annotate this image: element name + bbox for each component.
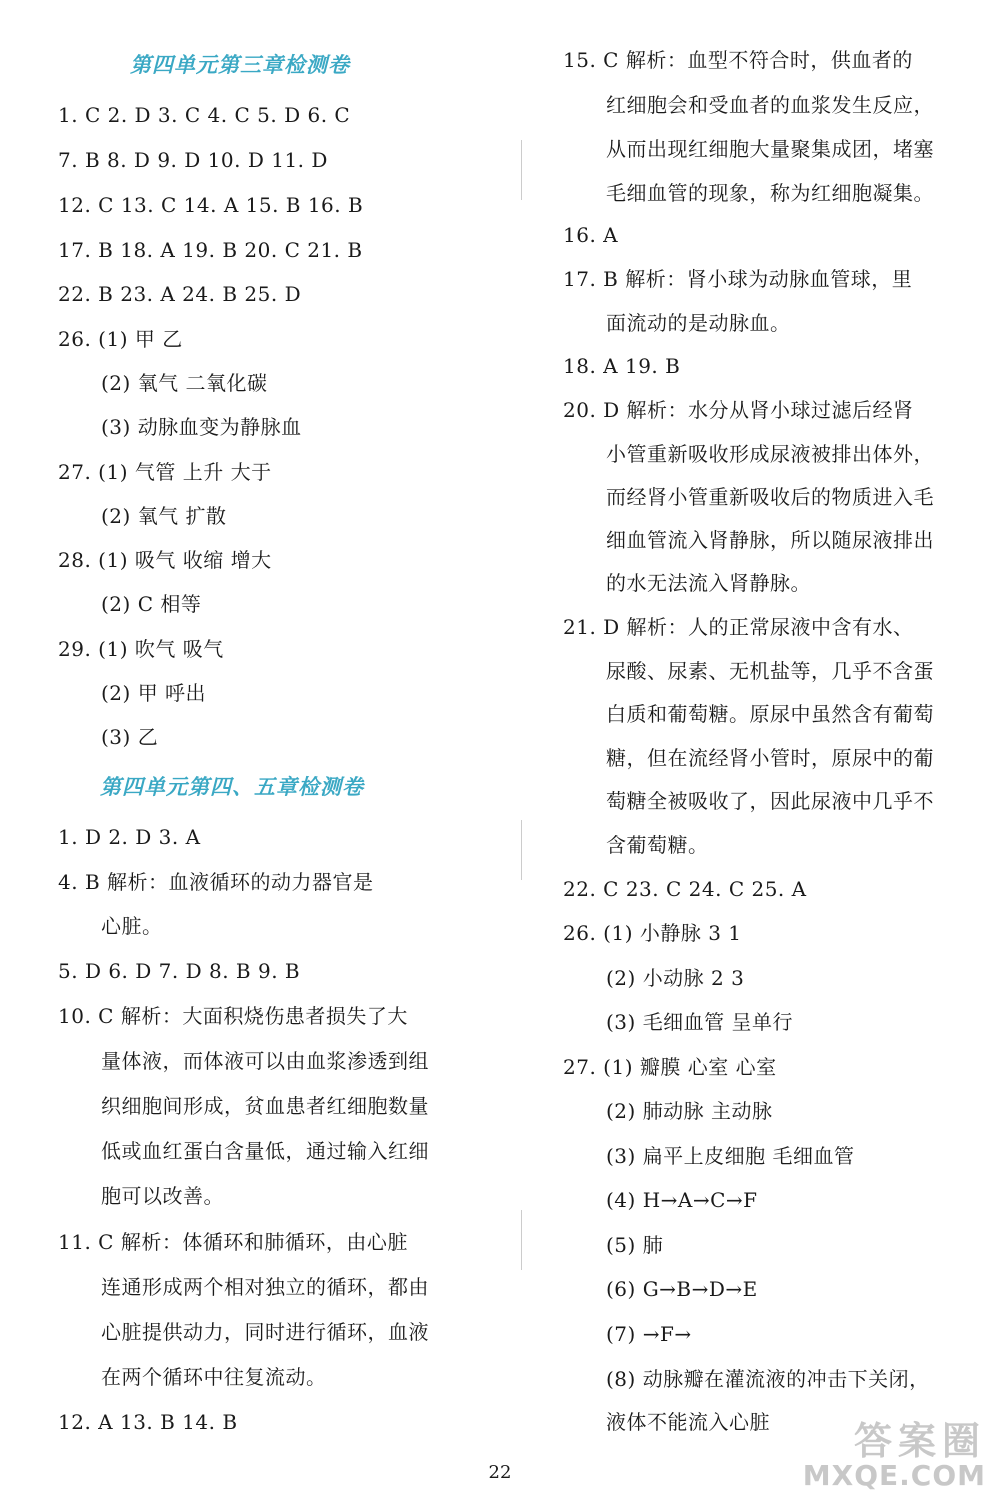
answer-line: 1. C 2. D 3. C 4. C 5. D 6. C xyxy=(58,103,351,127)
answer-line: 红细胞会和受血者的血浆发生反应， xyxy=(606,93,934,117)
answer-line: 27. (1) 瓣膜 心室 心室 xyxy=(563,1055,777,1079)
answer-line: 17. B 解析：肾小球为动脉血管球，里 xyxy=(563,267,913,291)
answer-line: 而经肾小管重新吸收后的物质进入毛 xyxy=(606,485,934,509)
answer-line: 心脏提供动力，同时进行循环，血液 xyxy=(101,1320,429,1344)
answer-line: 12. A 13. B 14. B xyxy=(58,1410,238,1434)
answer-line: 低或血红蛋白含量低，通过输入红细 xyxy=(101,1139,429,1163)
answer-line: 22. C 23. C 24. C 25. A xyxy=(563,877,807,901)
answer-line: 萄糖全被吸收了，因此尿液中几乎不 xyxy=(606,789,934,813)
answer-line: (4) H→A→C→F xyxy=(606,1188,758,1212)
section-heading-chapter4-5: 第四单元第四、五章检测卷 xyxy=(100,774,364,799)
answer-line: 含葡萄糖。 xyxy=(606,833,709,857)
answer-line: 连通形成两个相对独立的循环，都由 xyxy=(101,1275,429,1299)
answer-line: 毛细血管的现象，称为红细胞凝集。 xyxy=(606,181,934,205)
answer-line: 26. (1) 甲 乙 xyxy=(58,327,183,351)
answer-line: (3) 扁平上皮细胞 毛细血管 xyxy=(606,1144,855,1168)
page-number: 22 xyxy=(488,1462,512,1483)
answer-line: 10. C 解析：大面积烧伤患者损失了大 xyxy=(58,1004,408,1028)
answer-line: 28. (1) 吸气 收缩 增大 xyxy=(58,548,272,572)
answer-line: (6) G→B→D→E xyxy=(606,1277,758,1301)
answer-line: 液体不能流入心脏 xyxy=(606,1410,770,1434)
answer-line: 在两个循环中往复流动。 xyxy=(101,1365,327,1389)
answer-line: 15. C 解析：血型不符合时，供血者的 xyxy=(563,48,913,72)
answer-line: 17. B 18. A 19. B 20. C 21. B xyxy=(58,238,363,262)
answer-line: 白质和葡萄糖。原尿中虽然含有葡萄 xyxy=(606,702,934,726)
answer-line: 20. D 解析：水分从肾小球过滤后经肾 xyxy=(563,398,914,422)
answer-line: 量体液，而体液可以由血浆渗透到组 xyxy=(101,1049,429,1073)
answer-line: 21. D 解析：人的正常尿液中含有水、 xyxy=(563,615,914,639)
answer-line: (2) 氧气 扩散 xyxy=(101,504,227,528)
answer-line: (3) 动脉血变为静脉血 xyxy=(101,415,302,439)
answer-line: 27. (1) 气管 上升 大于 xyxy=(58,460,272,484)
answer-line: (2) C 相等 xyxy=(101,592,202,616)
answer-line: 11. C 解析：体循环和肺循环，由心脏 xyxy=(58,1230,408,1254)
watermark-text: 答案圈 xyxy=(853,1419,986,1463)
answer-line: (7) →F→ xyxy=(606,1322,692,1346)
answer-line: 7. B 8. D 9. D 10. D 11. D xyxy=(58,148,328,172)
answer-line: 小管重新吸收形成尿液被排出体外， xyxy=(606,442,934,466)
answer-line: 从而出现红细胞大量聚集成团，堵塞 xyxy=(606,137,934,161)
answer-line: 胞可以改善。 xyxy=(101,1184,224,1208)
answer-line: (8) 动脉瓣在灌流液的冲击下关闭， xyxy=(606,1367,930,1391)
answer-line: (3) 乙 xyxy=(101,725,159,749)
watermark-logo xyxy=(803,1421,986,1491)
answer-line: (2) 肺动脉 主动脉 xyxy=(606,1099,773,1123)
answer-line: 面流动的是动脉血。 xyxy=(606,311,791,335)
answer-line: 29. (1) 吹气 吸气 xyxy=(58,637,224,661)
column-divider xyxy=(521,140,522,200)
watermark-url: MXQE.COM xyxy=(802,1459,986,1492)
answer-line: (3) 毛细血管 呈单行 xyxy=(606,1010,794,1034)
answer-line: (5) 肺 xyxy=(606,1233,664,1257)
section-heading-chapter3: 第四单元第三章检测卷 xyxy=(130,52,350,77)
answer-line: (2) 氧气 二氧化碳 xyxy=(101,371,268,395)
answer-line: 26. (1) 小静脉 3 1 xyxy=(563,921,742,945)
answer-line: 22. B 23. A 24. B 25. D xyxy=(58,282,302,306)
column-divider xyxy=(521,1210,522,1270)
answer-line: 心脏。 xyxy=(101,914,163,938)
answer-line: 尿酸、尿素、无机盐等，几乎不含蛋 xyxy=(606,659,934,683)
answer-line: 糖，但在流经肾小管时，原尿中的葡 xyxy=(606,746,934,770)
answer-line: (2) 甲 呼出 xyxy=(101,681,207,705)
answer-line: 12. C 13. C 14. A 15. B 16. B xyxy=(58,193,364,217)
answer-line: 18. A 19. B xyxy=(563,354,681,378)
answer-line: 16. A xyxy=(563,223,619,247)
answer-line: 的水无法流入肾静脉。 xyxy=(606,571,811,595)
answer-line: 5. D 6. D 7. D 8. B 9. B xyxy=(58,959,301,983)
answer-line: 细血管流入肾静脉，所以随尿液排出 xyxy=(606,528,934,552)
answer-line: 1. D 2. D 3. A xyxy=(58,825,201,849)
column-divider xyxy=(521,820,522,880)
answer-line: 4. B 解析：血液循环的动力器官是 xyxy=(58,870,374,894)
answer-line: 织细胞间形成，贫血患者红细胞数量 xyxy=(101,1094,429,1118)
answer-line: (2) 小动脉 2 3 xyxy=(606,966,745,990)
